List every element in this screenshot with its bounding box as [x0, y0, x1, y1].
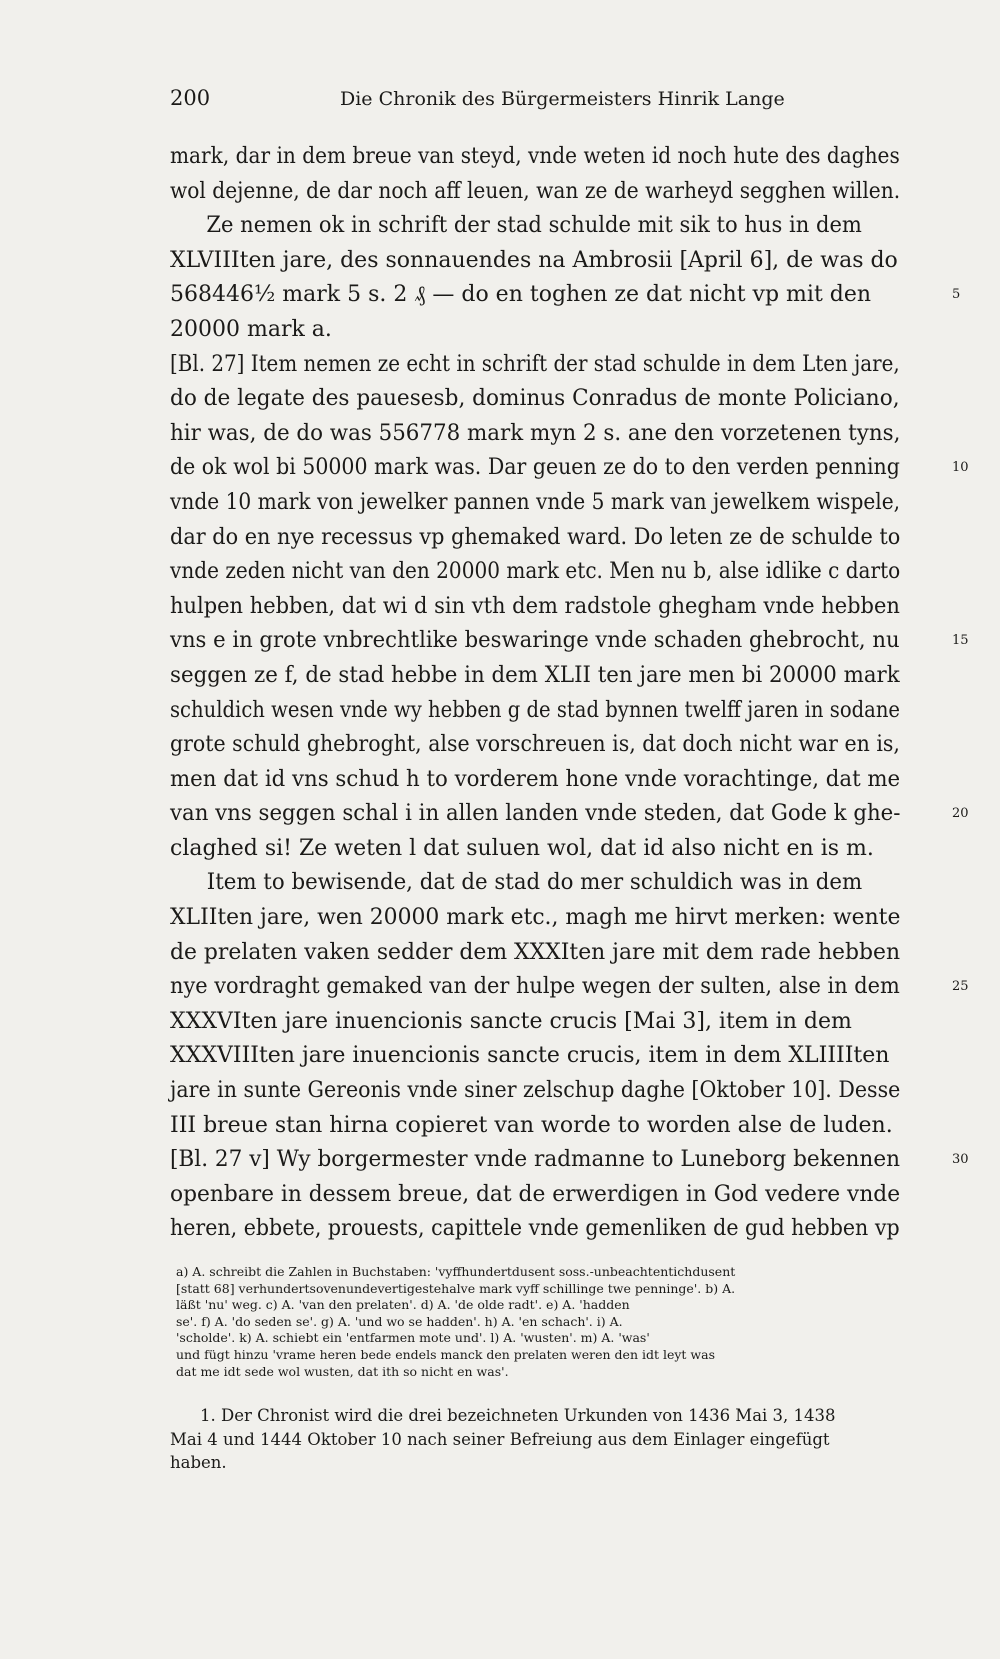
text-line — [170, 832, 945, 867]
footnote-line: a) A. schreibt die Zahlen in Buchstaben: 'vyffhundertdusent soss.-unbeachtentichdusent — [176, 1264, 736, 1279]
text-line — [170, 797, 969, 832]
text-line — [170, 728, 945, 763]
endnote-line: Mai 4 und 1444 Oktober 10 nach seiner Befreiung aus dem Einlager eingefügt — [170, 1429, 830, 1449]
text-line — [170, 348, 945, 383]
text-line — [170, 1039, 945, 1074]
line-text: openbare in dessem breue, dat de erwerdigen in God vedere vnde — [170, 1181, 901, 1207]
text-line — [170, 313, 945, 348]
footnote-line: se'. f) A. 'do seden se'. g) A. 'und wo se hadden'. h) A. 'en schach'. i) A. — [176, 1313, 623, 1329]
line-text: [Bl. 27] Item nemen ze echt in schrift der stad schulde in dem Lten jare, — [170, 351, 900, 377]
line-text: wol dejenne, de dar noch aff leuen, wan ze de warheyd segghen willen. — [170, 178, 901, 204]
line-text: schuldich wesen vnde wy hebben g de stad bynnen twelff jaren in sodane — [170, 697, 901, 723]
text-line — [170, 451, 969, 486]
text-line — [170, 624, 969, 659]
line-text: Ze nemen ok in schrift der stad schulde mit sik to hus in dem — [206, 213, 862, 239]
text-line — [170, 763, 945, 798]
text-line — [170, 936, 945, 971]
text-line — [170, 140, 945, 175]
page-number: 200 — [170, 86, 211, 110]
line-number: 20 — [952, 806, 969, 822]
text-line — [170, 1109, 945, 1144]
line-text: mark, dar in dem breue van steyd, vnde weten id noch hute des daghes — [170, 144, 900, 169]
text-line — [170, 1143, 969, 1178]
line-number: 10 — [952, 460, 969, 476]
line-text: Item to bewisende, dat de stad do mer schuldich was in dem — [206, 870, 863, 896]
line-number: 5 — [952, 287, 961, 303]
line-number: 25 — [952, 979, 969, 995]
line-text: nye vordraght gemaked van der hulpe wegen der sulten, alse in dem — [170, 974, 900, 1000]
line-text: hir was, de do was 556778 mark myn 2 s. ane den vorzetenen tyns, — [170, 420, 901, 446]
line-text: [Bl. 27 v] Wy borgermester vnde radmanne to Luneborg bekennen — [170, 1147, 901, 1173]
line-number: 15 — [952, 633, 969, 649]
text-line — [170, 659, 945, 694]
critical-apparatus — [176, 1264, 946, 1380]
text-line — [170, 521, 945, 556]
text-line — [170, 175, 945, 210]
text-line — [170, 278, 961, 313]
text-line — [170, 590, 945, 625]
text-line — [170, 555, 945, 590]
text-line — [170, 417, 945, 452]
footnote-line: 'scholde'. k) A. schiebt ein 'entfarmen mote und'. l) A. 'wusten'. m) A. 'was' — [176, 1330, 650, 1346]
line-text: dar do en nye recessus vp ghemaked ward. Do leten ze de schulde to — [170, 524, 901, 550]
page-header — [170, 86, 790, 116]
text-line — [170, 694, 945, 729]
line-text: XXXVIIIten jare inuencionis sancte crucis, item in dem XLIIIIten — [170, 1043, 890, 1069]
line-text: grote schuld ghebroght, alse vorschreuen is, dat doch nicht war en is, — [170, 732, 900, 758]
line-text: 568446½ mark 5 s. 2 ₰ — do en toghen ze dat nicht vp mit den — [170, 282, 872, 308]
text-line — [170, 866, 945, 901]
footnote-line: und fügt hinzu 'vrame heren bede endels manck den prelaten weren den idt leyt was — [176, 1346, 715, 1362]
line-text: heren, ebbete, prouests, capittele vnde gemenliken de gud hebben vp — [170, 1216, 900, 1242]
line-text: vns e in grote vnbrechtlike beswaringe vnde schaden ghebrocht, nu — [170, 628, 900, 654]
running-title: Die Chronik des Bürgermeisters Hinrik Lange — [340, 88, 785, 110]
line-text: XLIIten jare, wen 20000 mark etc., magh me hirvt merken: wente — [170, 905, 901, 931]
line-text: men dat id vns schud h to vorderem hone vnde vorachtinge, dat me — [170, 766, 901, 792]
main-text-block — [170, 140, 969, 1247]
line-text: XLVIIIten jare, des sonnauendes na Ambrosii [April 6], de was do — [170, 247, 898, 273]
endnote-line: 1. Der Chronist wird die drei bezeichneten Urkunden von 1436 Mai 3, 1438 — [200, 1406, 836, 1425]
line-text: vnde 10 mark von jewelker pannen vnde 5 mark van jewelkem wispele, — [170, 489, 901, 515]
line-text: XXXVIten jare inuencionis sancte crucis [Mai 3], item in dem — [170, 1008, 852, 1034]
text-line — [170, 1178, 945, 1213]
footnote-line: [statt 68] verhundertsovenundevertigestehalve mark vyff schillinge twe penninge'. b) A. — [176, 1280, 736, 1296]
endnote-line: haben. — [170, 1453, 227, 1472]
line-text: jare in sunte Gereonis vnde siner zelschup daghe [Oktober 10]. Desse — [170, 1078, 901, 1104]
footnote-line: dat me idt sede wol wusten, dat ith so nicht en was'. — [176, 1363, 509, 1379]
line-text: van vns seggen schal i in allen landen vnde steden, dat Gode k ghe- — [170, 801, 901, 827]
text-line — [170, 244, 945, 279]
line-text: de ok wol bi 50000 mark was. Dar geuen ze do to den verden penning — [170, 455, 900, 481]
line-text: III breue stan hirna copieret van worde to worden alse de luden. — [170, 1112, 893, 1138]
line-text: claghed si! Ze weten l dat suluen wol, dat id also nicht en is m. — [170, 835, 874, 861]
text-line — [170, 1074, 945, 1109]
text-line — [170, 486, 945, 521]
line-text: do de legate des pauesesb, dominus Conradus de monte Policiano, — [170, 386, 900, 412]
text-line — [170, 970, 969, 1005]
line-text: vnde zeden nicht van den 20000 mark etc. Men nu b, alse idlike c darto — [170, 559, 901, 585]
text-line — [170, 901, 945, 936]
text-line — [170, 382, 945, 417]
text-line — [170, 1212, 945, 1247]
line-text: de prelaten vaken sedder dem XXXIten jare mit dem rade hebben — [170, 939, 901, 965]
commentary-note — [170, 1404, 950, 1475]
line-text: hulpen hebben, dat wi d sin vth dem radstole ghegham vnde hebben — [170, 593, 900, 619]
line-number: 30 — [952, 1152, 969, 1168]
footnote-line: läßt 'nu' weg. c) A. 'van den prelaten'. d) A. 'de olde radt'. e) A. 'hadden — [176, 1297, 630, 1313]
text-line — [170, 209, 945, 244]
text-line — [170, 1005, 945, 1040]
line-text: 20000 mark a. — [170, 316, 332, 342]
line-text: seggen ze f, de stad hebbe in dem XLII ten jare men bi 20000 mark — [170, 662, 900, 688]
